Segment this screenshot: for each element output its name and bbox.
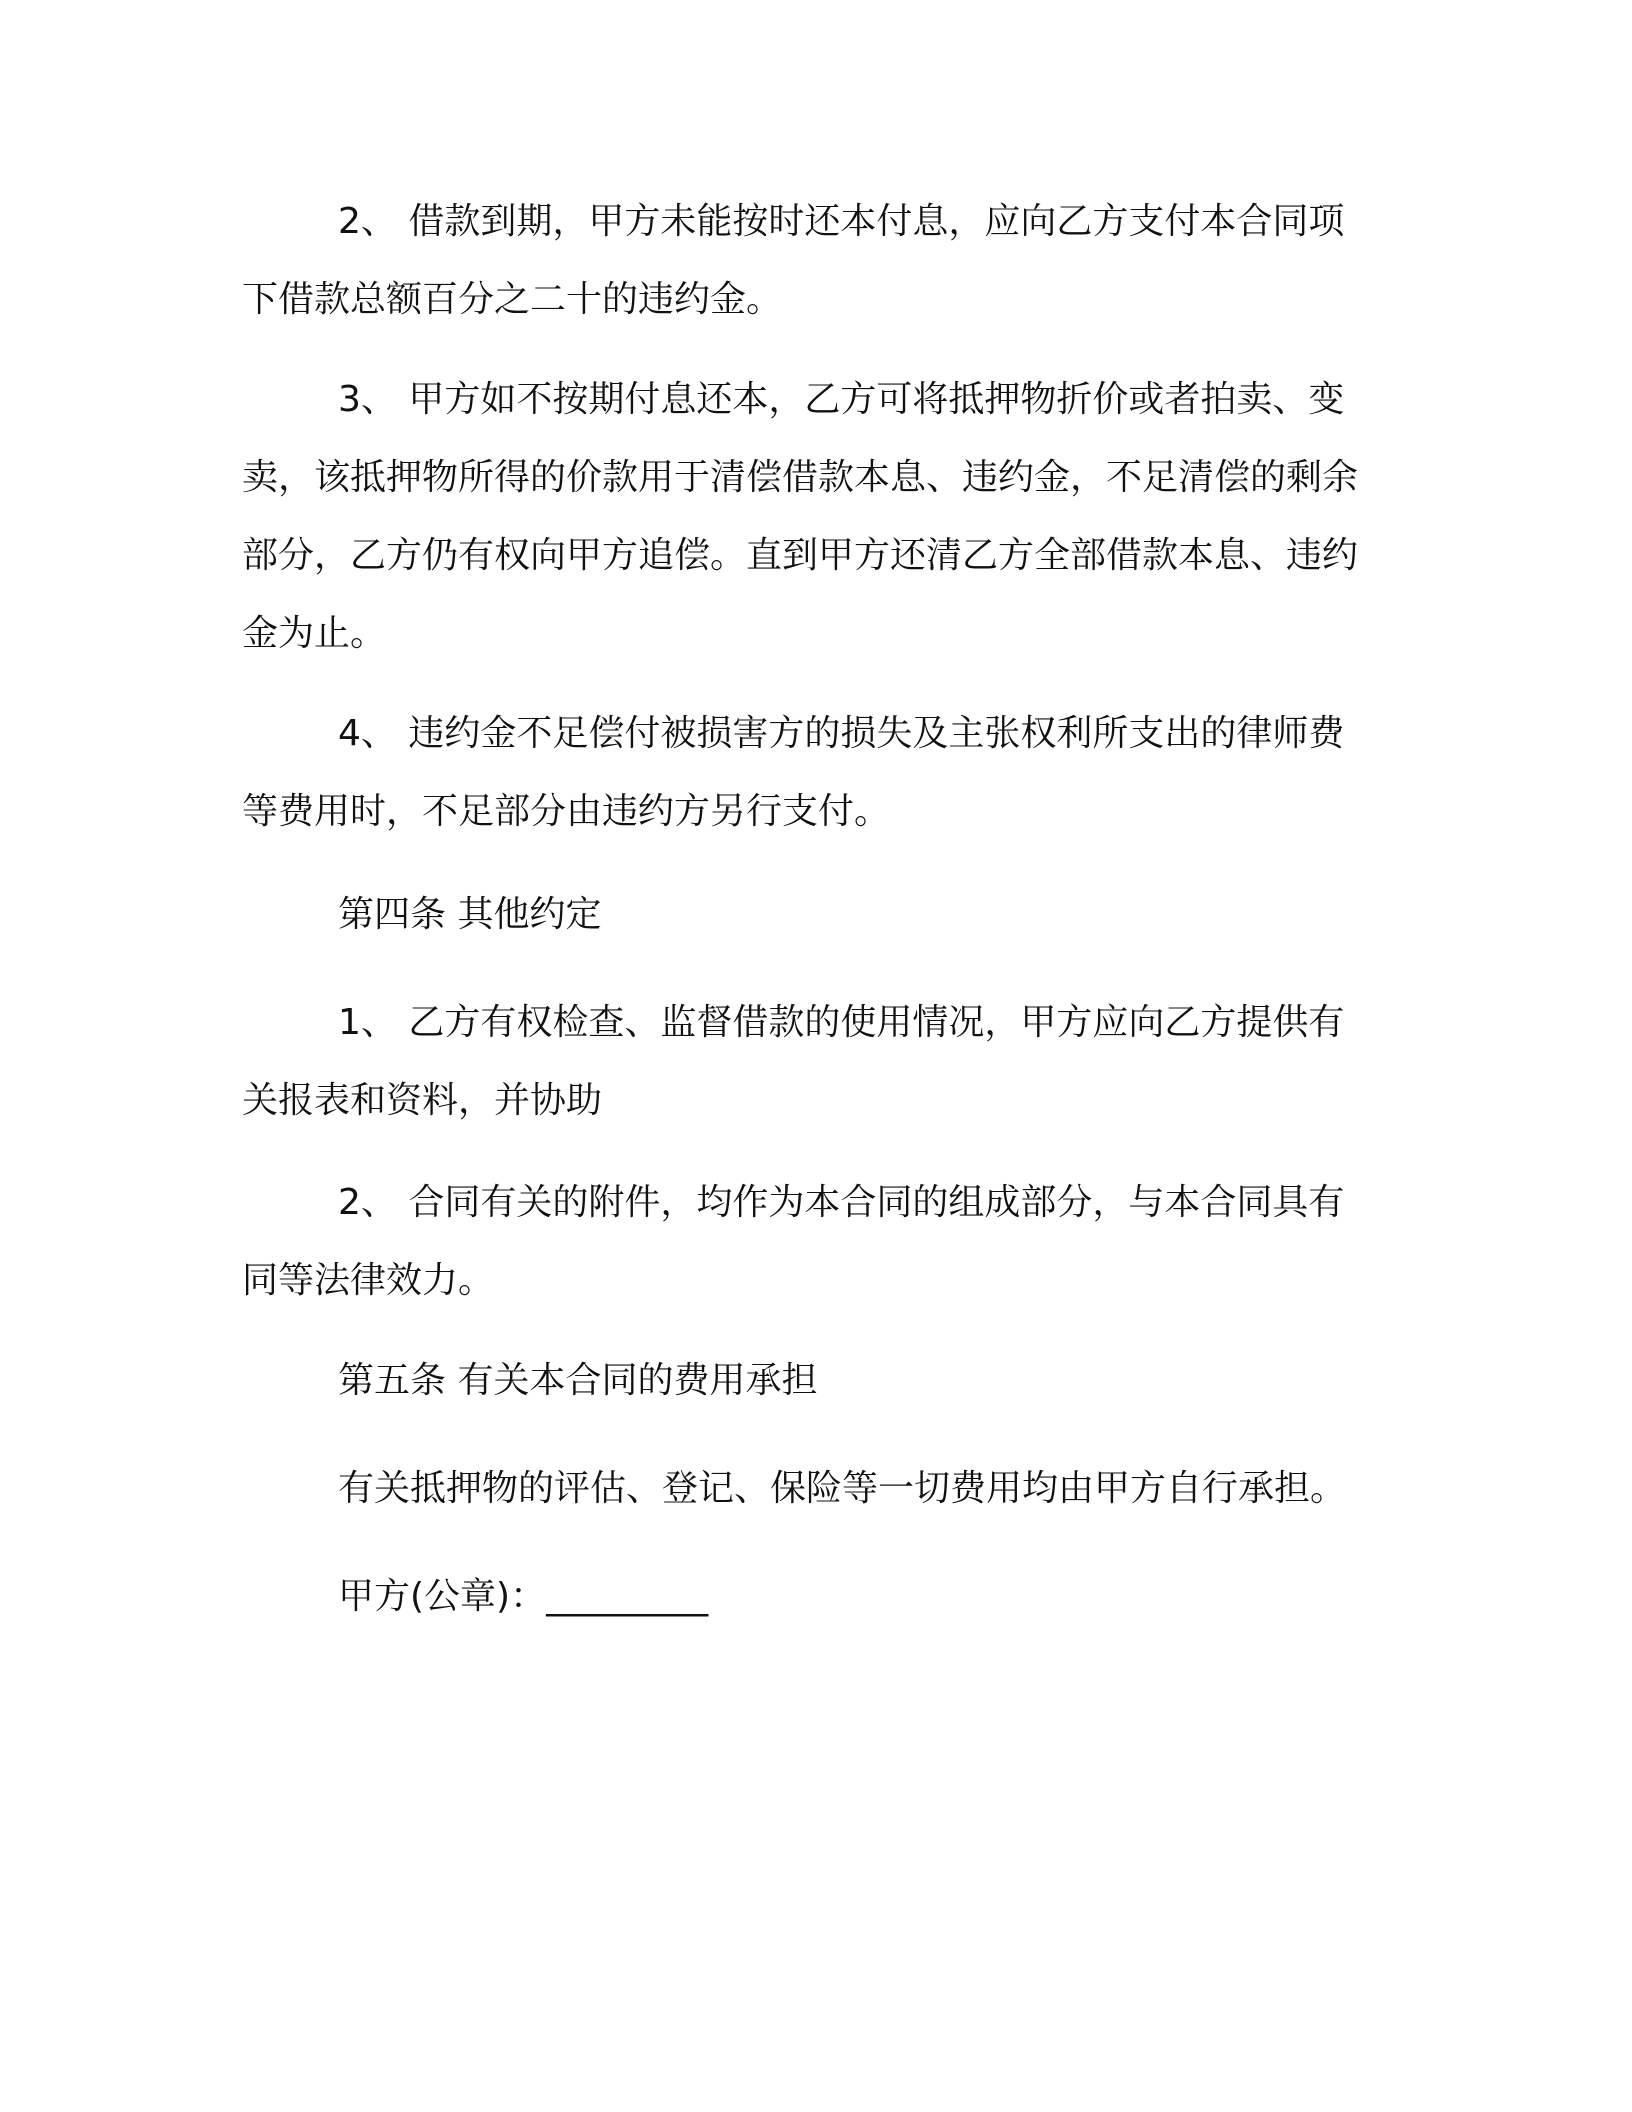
party-a-seal-line: 甲方(公章)：_________ [338, 1576, 709, 1617]
paragraph-other-1: 1、 乙方有权检查、监督借款的使用情况，甲方应向乙方提供有关报表和资料，并协助 [242, 1002, 1345, 1121]
paragraph-clause-3: 3、 甲方如不按期付息还本，乙方可将抵押物折价或者拍卖、变卖，该抵押物所得的价款用于清偿借款本息、违约金，不足清偿的剩余部分，乙方仍有权向甲方追偿。直到甲方还清乙方全部借款本息、违约金为止。 [242, 379, 1359, 654]
paragraph-fees: 有关抵押物的评估、登记、保险等一切费用均由甲方自行承担。 [338, 1468, 1347, 1509]
text-block [242, 1342, 1372, 1420]
text-block [242, 695, 1372, 851]
text-block [242, 361, 1372, 673]
paragraph-clause-4: 4、 违约金不足偿付被损害方的损失及主张权利所支出的律师费等费用时，不足部分由违约方另行支付。 [242, 713, 1345, 832]
paragraph-other-2: 2、 合同有关的附件，均作为本合同的组成部分，与本合同具有同等法律效力。 [242, 1182, 1345, 1301]
text-block [242, 876, 1372, 954]
section-heading-article-4: 第四条 其他约定 [338, 894, 602, 935]
text-block [242, 1164, 1372, 1320]
text-block [242, 1558, 1372, 1636]
section-heading-article-5: 第五条 有关本合同的费用承担 [338, 1360, 818, 1401]
paragraph-clause-2: 2、 借款到期，甲方未能按时还本付息，应向乙方支付本合同项下借款总额百分之二十的违约金。 [242, 201, 1345, 320]
text-block [242, 984, 1372, 1140]
text-block [242, 183, 1372, 339]
text-block [242, 1450, 1372, 1528]
